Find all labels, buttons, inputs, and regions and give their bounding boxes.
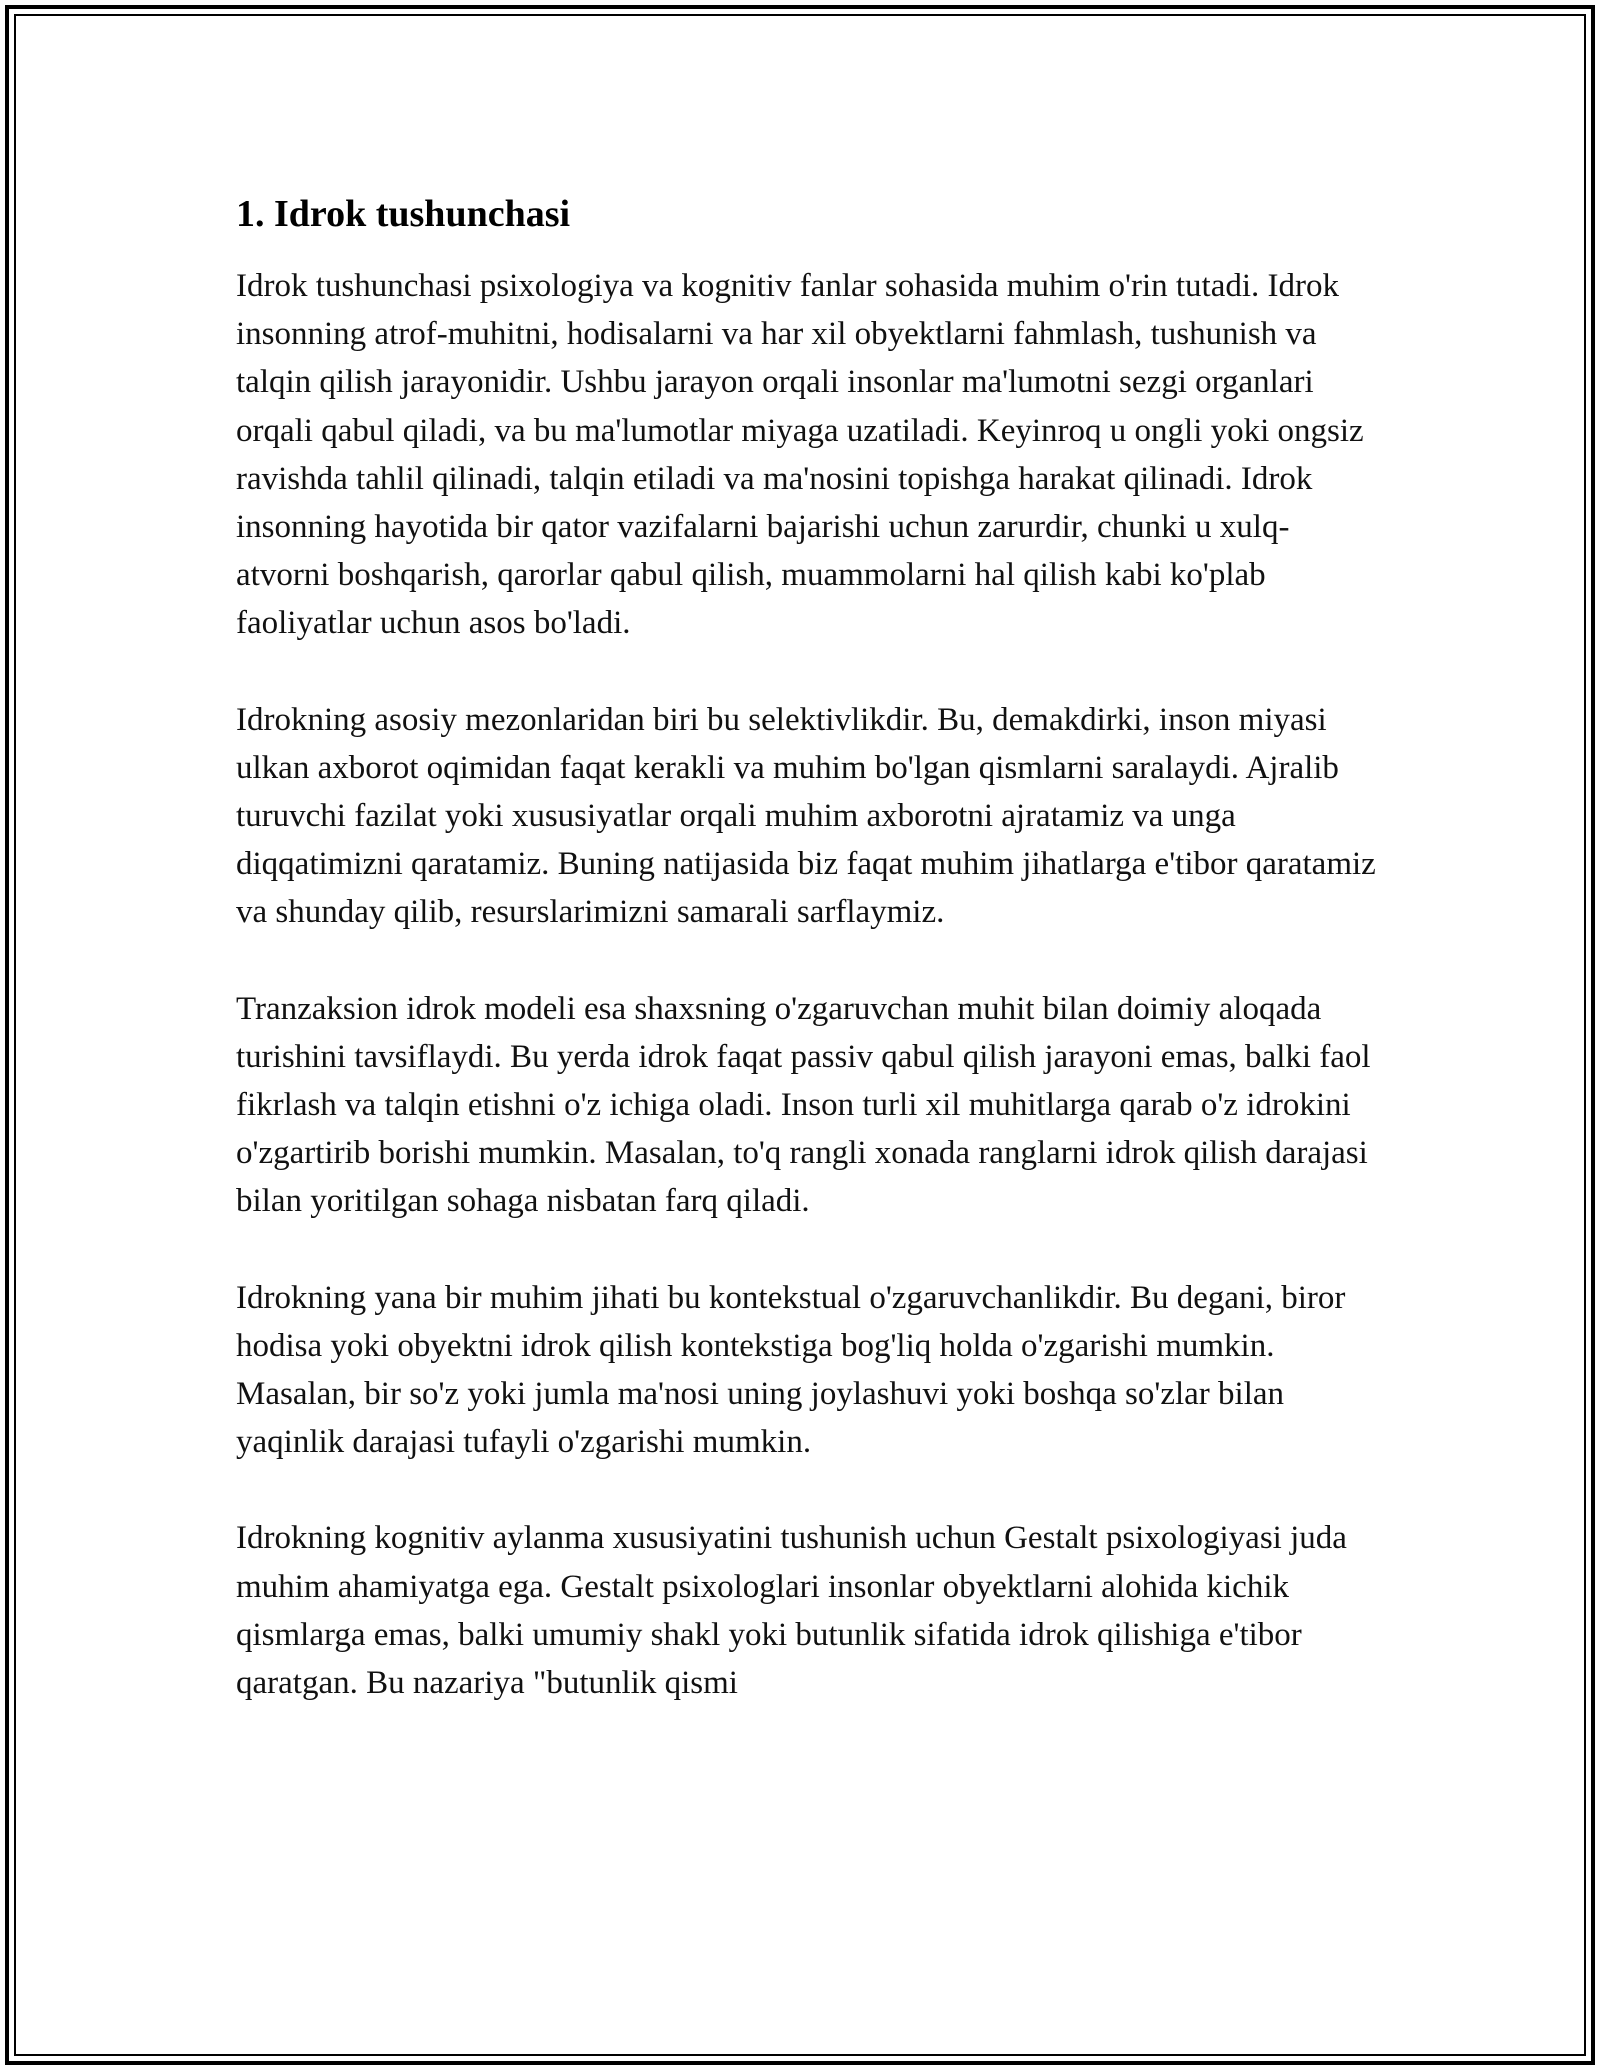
section-heading: 1. Idrok tushunchasi [236, 193, 571, 235]
paragraph-2: Idrokning asosiy mezonlaridan biri bu selektivlikdir. Bu, demakdirki, inson miyasi ulkan axborot oqimidan faqat kerakli va muhim bo'lgan qismlarni saralaydi. Ajralib turuvchi fazilat yoki xususiyatlar orqali muhim axborotni ajratamiz va unga diqqatimizni qaratamiz. Buning natijasida biz faqat muhim jihatlarga e'tibor qaratamiz va shunday qilib, resurslarimizni samarali sarflaymiz. [236, 701, 1376, 931]
paragraph-1: Idrok tushunchasi psixologiya va kognitiv fanlar sohasida muhim o'rin tutadi. Idrok insonning atrof-muhitni, hodisalarni va har xil obyektlarni fahmlash, tushunish va talqin qilish jarayonidir. Ushbu jarayon orqali insonlar ma'lumotni sezgi organlari orqali qabul qiladi, va bu ma'lumotlar miyaga uzatiladi. Keyinroq u ongli yoki ongsiz ravishda tahlil qilinadi, talqin etiladi va ma'nosini topishga harakat qilinadi. Idrok insonning hayotida bir qator vazifalarni bajarishi uchun zarurdir, chunki u xulq-atvorni boshqarish, qarorlar qabul qilish, muammolarni hal qilish kabi ko'plab faoliyatlar uchun asos bo'ladi. [236, 268, 1364, 642]
document-body [236, 186, 1376, 1755]
paragraph-4: Idrokning yana bir muhim jihati bu kontekstual o'zgaruvchanlikdir. Bu degani, biror hodisa yoki obyektni idrok qilish kontekstiga bog'liq holda o'zgarishi mumkin. Masalan, bir so'z yoki jumla ma'nosi uning joylashuvi yoki boshqa so'zlar bilan yaqinlik darajasi tufayli o'zgarishi mumkin. [236, 1279, 1346, 1461]
paragraph-5: Idrokning kognitiv aylanma xususiyatini tushunish uchun Gestalt psixologiyasi juda muhim ahamiyatga ega. Gestalt psixologlari insonlar obyektlarni alohida kichik qismlarga emas, balki umumiy shakl yoki butunlik sifatida idrok qilishiga e'tibor qaratgan. Bu nazariya "butunlik qismi [236, 1520, 1347, 1702]
paragraph-3: Tranzaksion idrok modeli esa shaxsning o'zgaruvchan muhit bilan doimiy aloqada turishini tavsiflaydi. Bu yerda idrok faqat passiv qabul qilish jarayoni emas, balki faol fikrlash va talqin etishni o'z ichiga oladi. Inson turli xil muhitlarga qarab o'z idrokini o'zgartirib borishi mumkin. Masalan, to'q rangli xonada ranglarni idrok qilish darajasi bilan yoritilgan sohaga nisbatan farq qiladi. [236, 990, 1371, 1220]
